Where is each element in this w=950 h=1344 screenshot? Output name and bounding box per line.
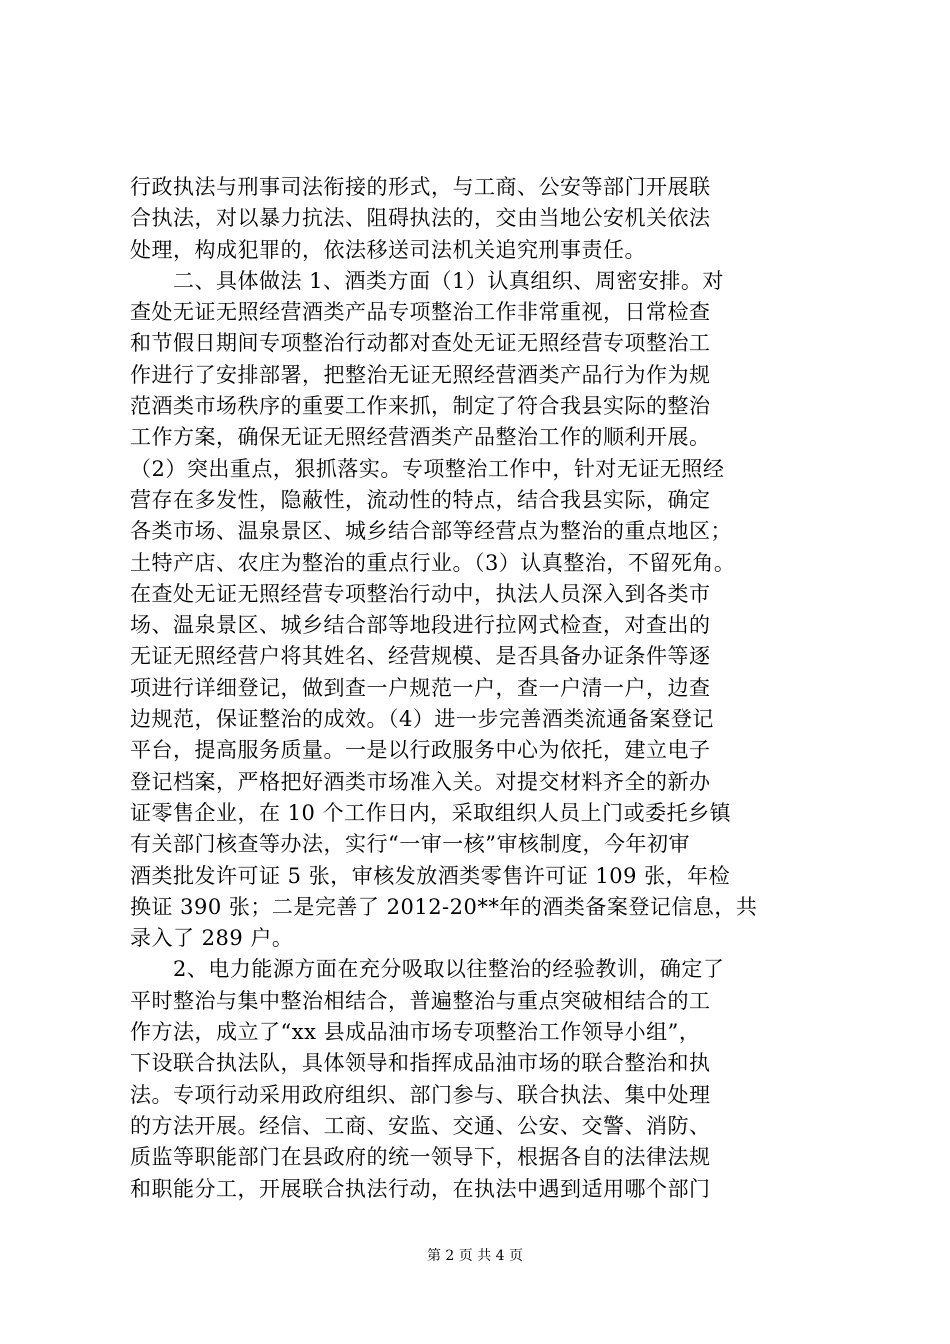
text-line: 的方法开展。经信、工商、安监、交通、公安、交警、消防、 xyxy=(130,1113,711,1138)
text-line: 作方法，成立了“xx 县成品油市场专项整治工作领导小组”， xyxy=(130,1020,701,1045)
text-line: 场、温泉景区、城乡结合部等地段进行拉网式检查，对查出的 xyxy=(130,613,711,638)
text-line: 酒类批发许可证 5 张，审核发放酒类零售许可证 109 张，年检 xyxy=(130,863,731,888)
text-line: 各类市场、温泉景区、城乡结合部等经营点为整治的重点地区； xyxy=(130,519,732,544)
text-line: 在查处无证无照经营专项整治行动中，执法人员深入到各类市 xyxy=(130,581,711,606)
text-line: 有关部门核查等办法，实行“一审一核”审核制度，今年初审 xyxy=(130,832,690,857)
text-line: 土特产店、农庄为整治的重点行业。（3）认真整治，不留死角。 xyxy=(130,550,736,575)
text-line: 和职能分工，开展联合执法行动，在执法中遇到适用哪个部门 xyxy=(130,1176,711,1201)
text-line: 法。专项行动采用政府组织、部门参与、联合执法、集中处理 xyxy=(130,1082,711,1107)
text-line: 作进行了安排部署，把整治无证无照经营酒类产品行为作为规 xyxy=(130,362,711,387)
text-line: 工作方案，确保无证无照经营酒类产品整治工作的顺利开展。 xyxy=(130,425,711,450)
text-line: 下设联合执法队，具体领导和指挥成品油市场的联合整治和执 xyxy=(130,1051,711,1076)
text-line: 登记档案，严格把好酒类市场准入关。对提交材料齐全的新办 xyxy=(130,769,711,794)
text-line: 查处无证无照经营酒类产品专项整治工作非常重视，日常检查 xyxy=(130,300,711,325)
text-line: 和节假日期间专项整治行动都对查处无证无照经营专项整治工 xyxy=(130,331,711,356)
text-line: （2）突出重点，狠抓落实。专项整治工作中，针对无证无照经 xyxy=(130,456,725,481)
text-line: 范酒类市场秩序的重要工作来抓，制定了符合我县实际的整治 xyxy=(130,394,711,419)
document-body xyxy=(130,172,820,1205)
text-line: 证零售企业，在 10 个工作日内，采取组织人员上门或委托乡镇 xyxy=(130,800,732,825)
text-line: 质监等职能部门在县政府的统一领导下，根据各自的法律法规 xyxy=(130,1145,711,1170)
text-line: 二、具体做法 1、酒类方面（1）认真组织、周密安排。对 xyxy=(130,268,724,293)
text-line: 无证无照经营户将其姓名、经营规模、是否具备办证条件等逐 xyxy=(130,644,711,669)
text-line: 录入了 289 户。 xyxy=(130,926,294,951)
text-line: 平时整治与集中整治相结合，普遍整治与重点突破相结合的工 xyxy=(130,988,711,1013)
text-line: 换证 390 张；二是完善了 2012-20**年的酒类备案登记信息，共 xyxy=(130,894,758,919)
text-line: 平台，提高服务质量。一是以行政服务中心为依托，建立电子 xyxy=(130,738,711,763)
text-line: 合执法，对以暴力抗法、阻碍执法的，交由当地公安机关依法 xyxy=(130,206,711,231)
page-number-footer: 第 2 页 共 4 页 xyxy=(426,1248,524,1264)
text-line: 边规范，保证整治的成效。（4）进一步完善酒类流通备案登记 xyxy=(130,707,714,732)
text-line: 行政执法与刑事司法衔接的形式，与工商、公安等部门开展联 xyxy=(130,175,711,199)
text-line: 项进行详细登记，做到查一户规范一户，查一户清一户，边查 xyxy=(130,675,711,700)
text-line: 2、电力能源方面在充分吸取以往整治的经验教训，确定了 xyxy=(130,957,725,982)
text-line: 营存在多发性，隐蔽性，流动性的特点，结合我县实际，确定 xyxy=(130,487,711,512)
text-line: 处理，构成犯罪的，依法移送司法机关追究刑事责任。 xyxy=(130,237,646,262)
